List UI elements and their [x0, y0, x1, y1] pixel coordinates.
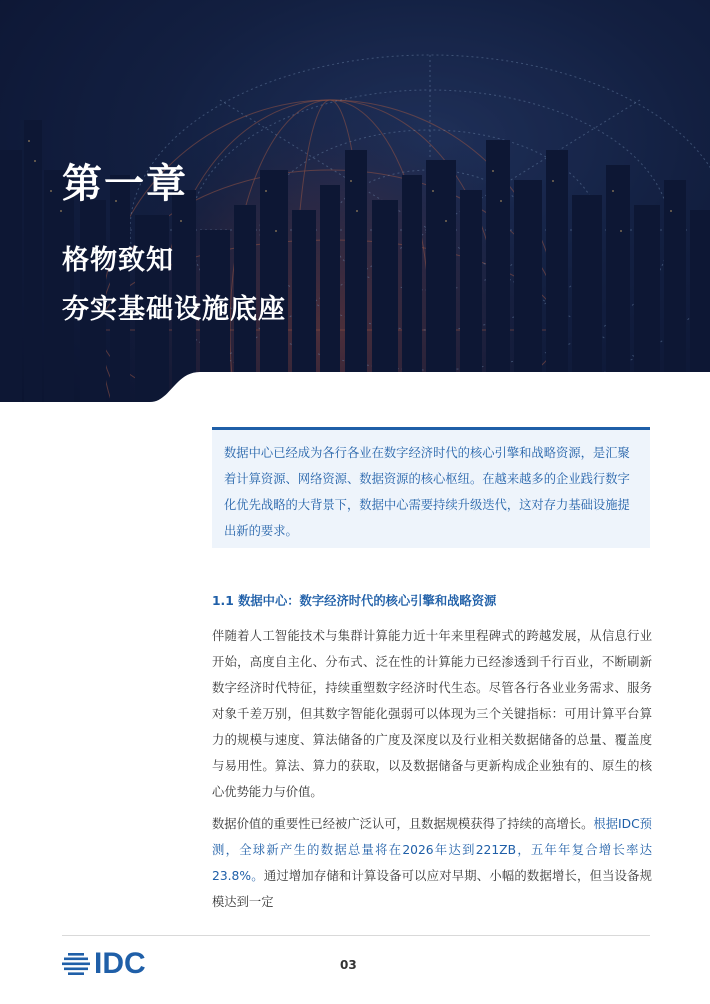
chapter-heading: 第一章 — [62, 161, 188, 207]
page-number: 03 — [340, 958, 357, 972]
intro-callout-text: 数据中心已经成为各行各业在数字经济时代的核心引擎和战略资源，是汇聚着计算资源、网络资源、数据资源的核心枢纽。在越来越多的企业践行数字化优先战略的大背景下，数据中心需要持续升级迭代，这对存力基础设施提出新的要求。 — [224, 446, 630, 538]
chapter-subtitle-line2: 夯实基础设施底座 — [62, 294, 286, 325]
idc-logo-text: IDC — [94, 947, 146, 980]
body-paragraph-1: 伴随着人工智能技术与集群计算能力近十年来里程碑式的跨越发展，从信息行业开始，高度自主化、分布式、泛在性的计算能力已经渗透到千行百业，不断刷新数字经济时代特征，持续重塑数字经济时代生态。尽管各行各业业务需求、服务对象千差万别，但其数字智能化强弱可以体现为三个关键指标：可用计算平台算力的规模与速度、算法储备的广度及深度以及行业相关数据储备的总量、覆盖度与易用性。算法、算力的获取，以及数据储备与更新构成企业独有的、原生的核心优势能力与价值。 — [212, 629, 652, 799]
hero-banner — [0, 0, 710, 402]
idc-logo — [62, 948, 146, 980]
footer-divider — [62, 935, 650, 936]
intro-callout — [212, 427, 650, 548]
idc-globe-icon — [62, 952, 90, 976]
paragraph2-highlight: 根据IDC预测，全球新产生的数据总量将在2026年达到221ZB，五年年复合增长率达23.8%。 — [212, 817, 652, 883]
paragraph2-start: 数据价值的重要性已经被广泛认可，且数据规模获得了持续的高增长。 — [212, 817, 594, 831]
chapter-subtitle-line1: 格物致知 — [62, 245, 174, 276]
section-title: 1.1 数据中心：数字经济时代的核心引擎和战略资源 — [212, 594, 497, 608]
body-paragraph-2 — [212, 811, 652, 915]
paragraph2-end: 通过增加存储和计算设备可以应对早期、小幅的数据增长，但当设备规模达到一定 — [212, 869, 652, 909]
